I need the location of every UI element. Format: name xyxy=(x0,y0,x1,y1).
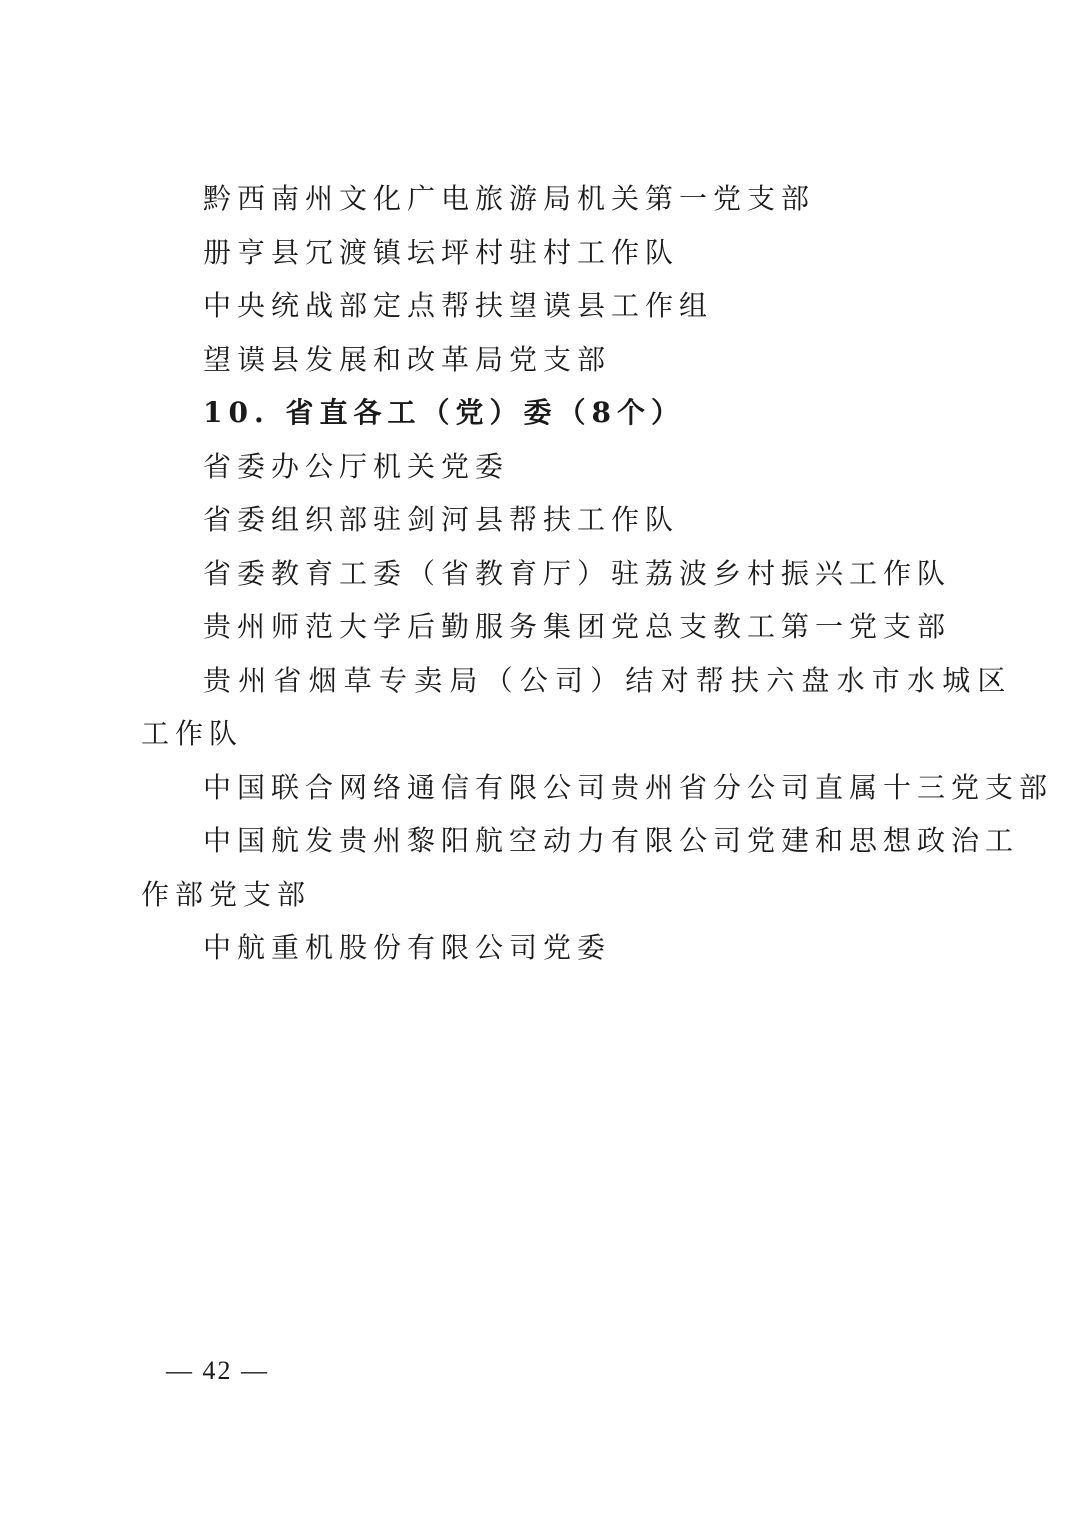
list-item-continuation: 工作队 xyxy=(141,717,244,750)
list-item: 中国联合网络通信有限公司贵州省分公司直属十三党支部 xyxy=(203,770,1054,804)
list-item: 黔西南州文化广电旅游局机关第一党支部 xyxy=(203,182,816,215)
section-heading: 10. 省直各工（党）委（8个） xyxy=(203,396,685,429)
list-item: 贵州省烟草专卖局（公司）结对帮扶六盘水市水城区 xyxy=(203,663,1013,697)
document-body xyxy=(141,172,1054,975)
list-item: 册亨县冗渡镇坛坪村驻村工作队 xyxy=(203,235,680,269)
list-item: 省委组织部驻剑河县帮扶工作队 xyxy=(203,503,680,536)
list-item: 省委办公厅机关党委 xyxy=(203,449,510,483)
page-number: — 42 — xyxy=(166,1356,269,1385)
list-item-continuation: 作部党支部 xyxy=(141,877,312,911)
list-item: 中航重机股份有限公司党委 xyxy=(203,931,612,964)
list-item: 中央统战部定点帮扶望谟县工作组 xyxy=(203,289,714,322)
list-item: 贵州师范大学后勤服务集团党总支教工第一党支部 xyxy=(203,610,952,643)
list-item: 省委教育工委（省教育厅）驻荔波乡村振兴工作队 xyxy=(203,556,952,590)
list-item: 中国航发贵州黎阳航空动力有限公司党建和思想政治工 xyxy=(203,824,1020,857)
list-item: 望谟县发展和改革局党支部 xyxy=(203,342,612,376)
